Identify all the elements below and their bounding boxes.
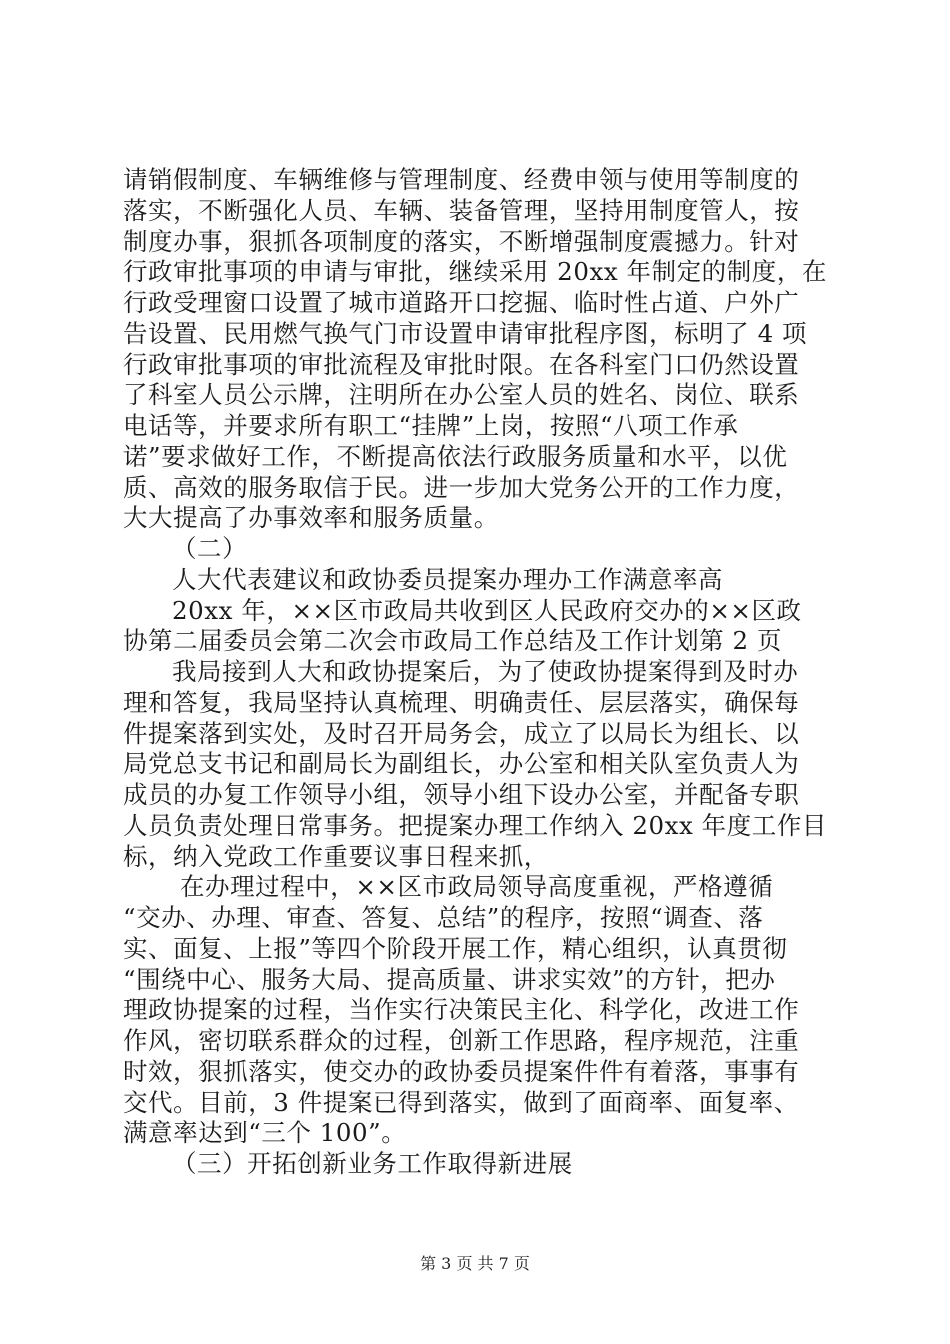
text-line: 我局接到人大和政协提案后，为了使政协提案得到及时办 bbox=[172, 657, 799, 686]
text-line: 落实，不断强化人员、车辆、装备管理，坚持用制度管人，按 bbox=[123, 196, 800, 225]
text-line: 时效，狠抓落实，使交办的政协委员提案件件有着落，事事有 bbox=[123, 1057, 800, 1086]
text-line: 了科室人员公示牌，注明所在办公室人员的姓名、岗位、联系 bbox=[123, 380, 800, 409]
text-line: 诺”要求做好工作，不断提高依法行政服务质量和水平，以优 bbox=[123, 442, 788, 471]
text-line: 在办理过程中，××区市政局领导高度重视，严格遵循 bbox=[180, 872, 774, 901]
section-heading: （二） bbox=[172, 534, 248, 563]
text-line: 行政审批事项的申请与审批，继续采用 20xx 年制定的制度，在 bbox=[123, 257, 827, 286]
section-heading: （三）开拓创新业务工作取得新进展 bbox=[172, 1149, 573, 1178]
text-line: 人员负责处理日常事务。把提案办理工作纳入 20xx 年度工作目 bbox=[123, 811, 827, 840]
text-line: 告设置、民用燃气换气门市设置申请审批程序图，标明了 4 项 bbox=[123, 319, 808, 348]
text-line: 大大提高了办事效率和服务质量。 bbox=[123, 503, 499, 532]
section-heading: 人大代表建议和政协委员提案办理办工作满意率高 bbox=[172, 565, 724, 594]
text-line: 协第二届委员会第二次会市政局工作总结及工作计划第 2 页 bbox=[123, 626, 783, 655]
text-line: “交办、办理、审查、答复、总结”的程序，按照“调查、落 bbox=[123, 903, 764, 932]
text-line: 理和答复，我局坚持认真梳理、明确责任、层层落实，确保每 bbox=[123, 688, 800, 717]
text-line: 件提案落到实处，及时召开局务会，成立了以局长为组长、以 bbox=[123, 719, 800, 748]
text-line: “围绕中心、服务大局、提高质量、讲求实效”的方针，把办 bbox=[123, 965, 776, 994]
text-line: 质、高效的服务取信于民。进一步加大党务公开的工作力度， bbox=[123, 473, 800, 502]
text-line: 电话等，并要求所有职工“挂牌”上岗，按照“八项工作承 bbox=[123, 411, 739, 440]
text-line: 请销假制度、车辆维修与管理制度、经费申领与使用等制度的 bbox=[123, 165, 800, 194]
text-line: 作风，密切联系群众的过程，创新工作思路，程序规范，注重 bbox=[123, 1026, 800, 1055]
text-line: 交代。目前，3 件提案已得到落实，做到了面商率、面复率、 bbox=[123, 1088, 799, 1117]
text-line: 标，纳入党政工作重要议事日程来抓， bbox=[123, 842, 549, 871]
text-line: 局党总支书记和副局长为副组长，办公室和相关队室负责人为 bbox=[123, 749, 800, 778]
text-line: 行政审批事项的审批流程及审批时限。在各科室门口仍然设置 bbox=[123, 350, 800, 379]
page-number-footer: 第 3 页 共 7 页 bbox=[420, 1254, 530, 1273]
text-line: 20xx 年，××区市政局共收到区人民政府交办的××区政 bbox=[172, 596, 802, 625]
text-line: 实、面复、上报”等四个阶段开展工作，精心组织，认真贯彻 bbox=[123, 934, 788, 963]
text-line: 行政受理窗口设置了城市道路开口挖掘、临时性占道、户外广 bbox=[123, 288, 800, 317]
text-line: 成员的办复工作领导小组，领导小组下设办公室，并配备专职 bbox=[123, 780, 800, 809]
text-line: 满意率达到“三个 100”。 bbox=[123, 1118, 407, 1147]
text-line: 理政协提案的过程，当作实行决策民主化、科学化，改进工作 bbox=[123, 995, 800, 1024]
text-line: 制度办事，狠抓各项制度的落实，不断增强制度震撼力。针对 bbox=[123, 227, 800, 256]
